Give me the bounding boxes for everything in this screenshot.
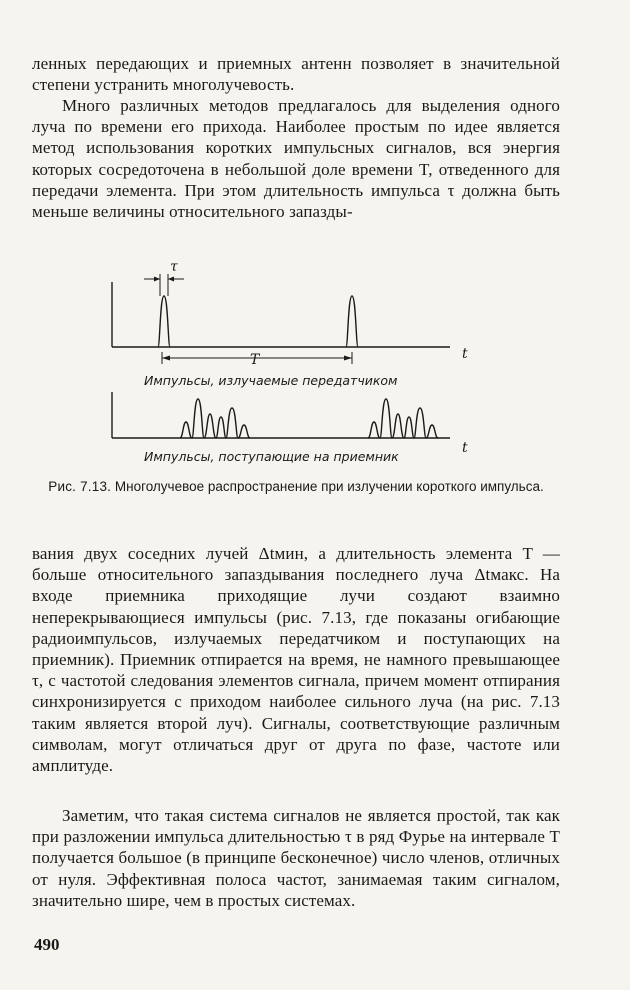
period-arrowhead-right <box>344 356 352 361</box>
bottom-time-label: t <box>462 440 468 456</box>
figure-7-13 <box>100 252 480 470</box>
top-pulse-2 <box>346 296 358 347</box>
bottom-pulse-group-2 <box>368 399 438 438</box>
top-caption-label: Импульсы, излучаемые передатчиком <box>144 373 398 388</box>
tau-label: τ <box>170 259 178 275</box>
top-time-label: t <box>462 346 468 362</box>
top-pulse-1 <box>158 296 170 347</box>
period-arrowhead-left <box>162 356 170 361</box>
tau-arrowhead-right <box>168 277 174 282</box>
paragraph-4-text: Заметим, что такая система сигналов не является простой, так как при разложении импульса длительностью τ в ряд Фурье на интервале T получается большое (в принципе бесконечное) число членов, отличных от нуля. Эффективная полоса частот, занимаемая таким сигналом, значительно шире, чем в простых системах. <box>32 806 560 910</box>
period-label: T <box>250 352 260 368</box>
paragraph-3: вания двух соседних лучей Δtмин, а длительность элемента T — больше относительного запаздывания последнего луча Δtмакс. На входе приемника приходящие лучи создают взаимно неперекрывающиеся импульсы (рис. 7.13, где показаны огибающие радиоимпульсов, излучаемых передатчиком и поступающих на приемник). Приемник отпирается на время, не намного превышающее τ, с частотой следования элементов сигнала, причем момент отпирания синхронизируется с приходом наиболее сильного луча (на рис. 7.13 таким является второй луч). Сигналы, соответствующие различным символам, могут отличаться друг от друга по фазе, частоте или амплитуде. <box>32 544 560 776</box>
figure-caption-text: Многолучевое распространение при излучении короткого импульса. <box>114 479 544 494</box>
paragraph-1: ленных передающих и приемных антенн позволяет в значительной степени устранить многолучевость. <box>32 54 560 95</box>
bottom-pulse-group-1 <box>180 399 250 438</box>
pulse-diagram <box>100 252 480 470</box>
paragraph-2 <box>32 95 560 222</box>
paragraph-2-text: Много различных методов предлагалось для выделения одного луча по времени его прихода. Наиболее простым по идее является метод использования коротких импульсных сигналов, вся энергия которых сосредоточена в небольшой доле времени T, отведенного для передачи элемента. При этом длительность импульса τ должна быть меньше величины относительного запазды- <box>32 96 560 222</box>
paragraph-4 <box>32 805 560 911</box>
figure-caption <box>32 478 560 495</box>
bottom-caption-label: Импульсы, поступающие на приемник <box>144 449 399 464</box>
page-number: 490 <box>34 935 60 954</box>
figure-caption-number: Рис. 7.13. <box>48 479 112 494</box>
tau-arrowhead-left <box>154 277 160 282</box>
